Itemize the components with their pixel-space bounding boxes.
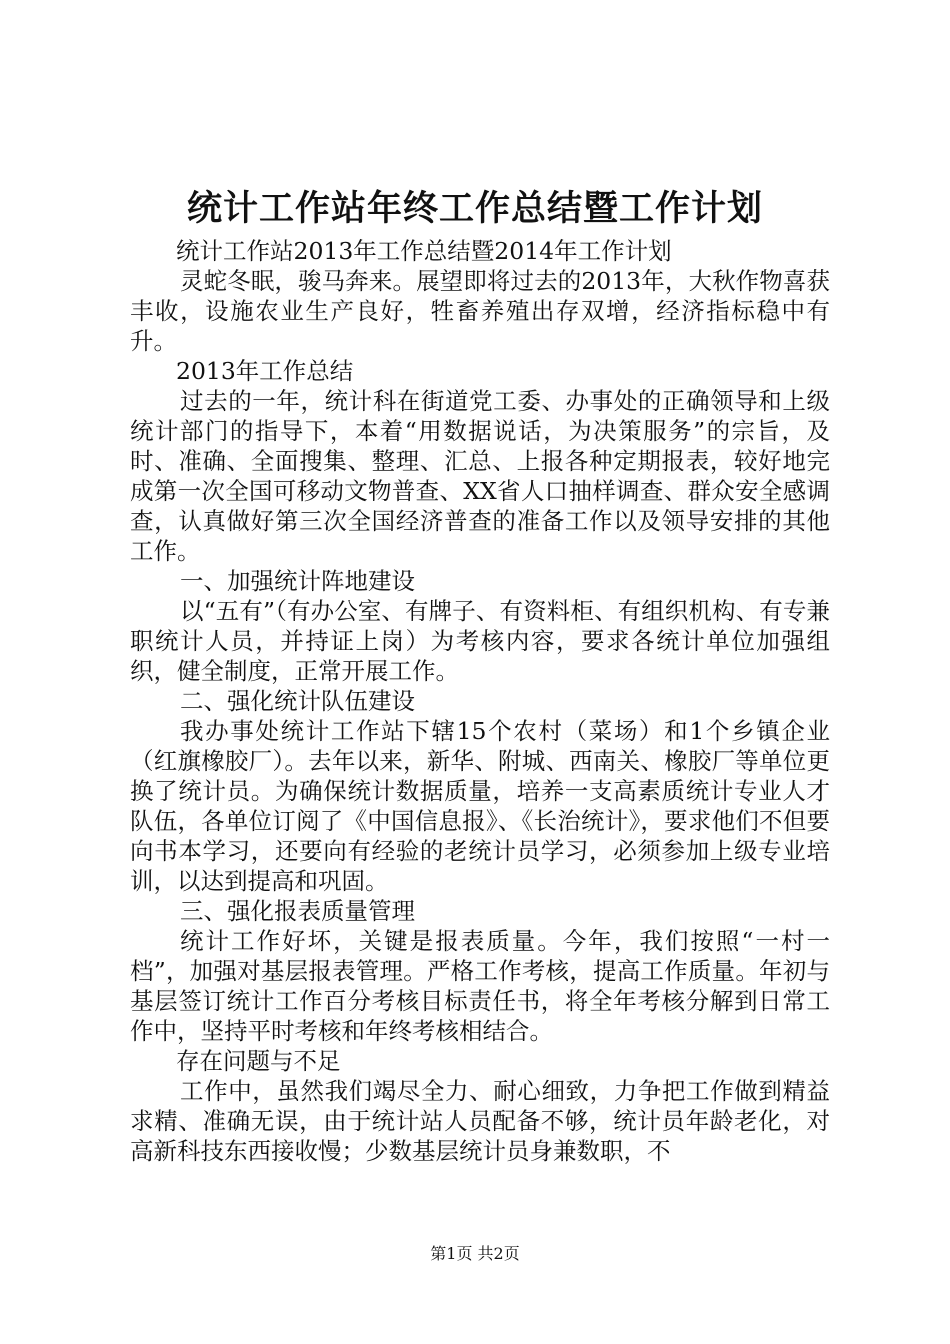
document-body <box>130 236 830 1166</box>
paragraph-summary: 过去的一年，统计科在街道党工委、办事处的正确领导和上级统计部门的指导下，本着“用数据说话，为决策服务”的宗旨，及时、准确、全面搜集、整理、汇总、上报各种定期报表，较好地完成第一次全国可移动文物普查、XX省人口抽样调查、群众安全感调查，认真做好第三次全国经济普查的准备工作以及领导安排的其他工作。 <box>130 387 830 565</box>
paragraph-section-2: 我办事处统计工作站下辖15个农村（菜场）和1个乡镇企业（红旗橡胶厂）。去年以来，新华、附城、西南关、橡胶厂等单位更换了统计员。为确保统计数据质量，培养一支高素质统计专业人才队伍，各单位订阅了《中国信息报》、《长治统计》，要求他们不但要向书本学习，还要向有经验的老统计员学习，必须参加上级专业培训，以达到提高和巩固。 <box>130 717 830 895</box>
paragraph-intro: 灵蛇冬眠，骏马奔来。展望即将过去的2013年，大秋作物喜获丰收，设施农业生产良好，牲畜养殖出存双增，经济指标稳中有升。 <box>130 267 830 355</box>
paragraph-section-1: 以“五有”（有办公室、有牌子、有资料柜、有组织机构、有专兼职统计人员，并持证上岗）为考核内容，要求各统计单位加强组织，健全制度，正常开展工作。 <box>130 597 830 685</box>
heading-section-3: 三、强化报表质量管理 <box>180 897 415 925</box>
document-title: 统计工作站年终工作总结暨工作计划 <box>186 188 763 229</box>
paragraph-section-3: 统计工作好坏，关键是报表质量。今年，我们按照“一村一档”，加强对基层报表管理。严格工作考核，提高工作质量。年初与基层签订统计工作百分考核目标责任书，将全年考核分解到日常工作中，坚持平时考核和年终考核相结合。 <box>130 927 830 1045</box>
paragraph-problems: 工作中，虽然我们竭尽全力、耐心细致，力争把工作做到精益求精、准确无误，由于统计站人员配备不够，统计员年龄老化，对高新科技东西接收慢；少数基层统计员身兼数职，不 <box>130 1077 830 1165</box>
page-footer: 第1页 共2页 <box>430 1244 520 1263</box>
heading-problems: 存在问题与不足 <box>176 1047 341 1075</box>
heading-2013-summary: 2013年工作总结 <box>176 357 354 385</box>
heading-section-1: 一、加强统计阵地建设 <box>180 567 415 595</box>
paragraph-subtitle: 统计工作站2013年工作总结暨2014年工作计划 <box>176 237 672 265</box>
heading-section-2: 二、强化统计队伍建设 <box>180 687 415 715</box>
